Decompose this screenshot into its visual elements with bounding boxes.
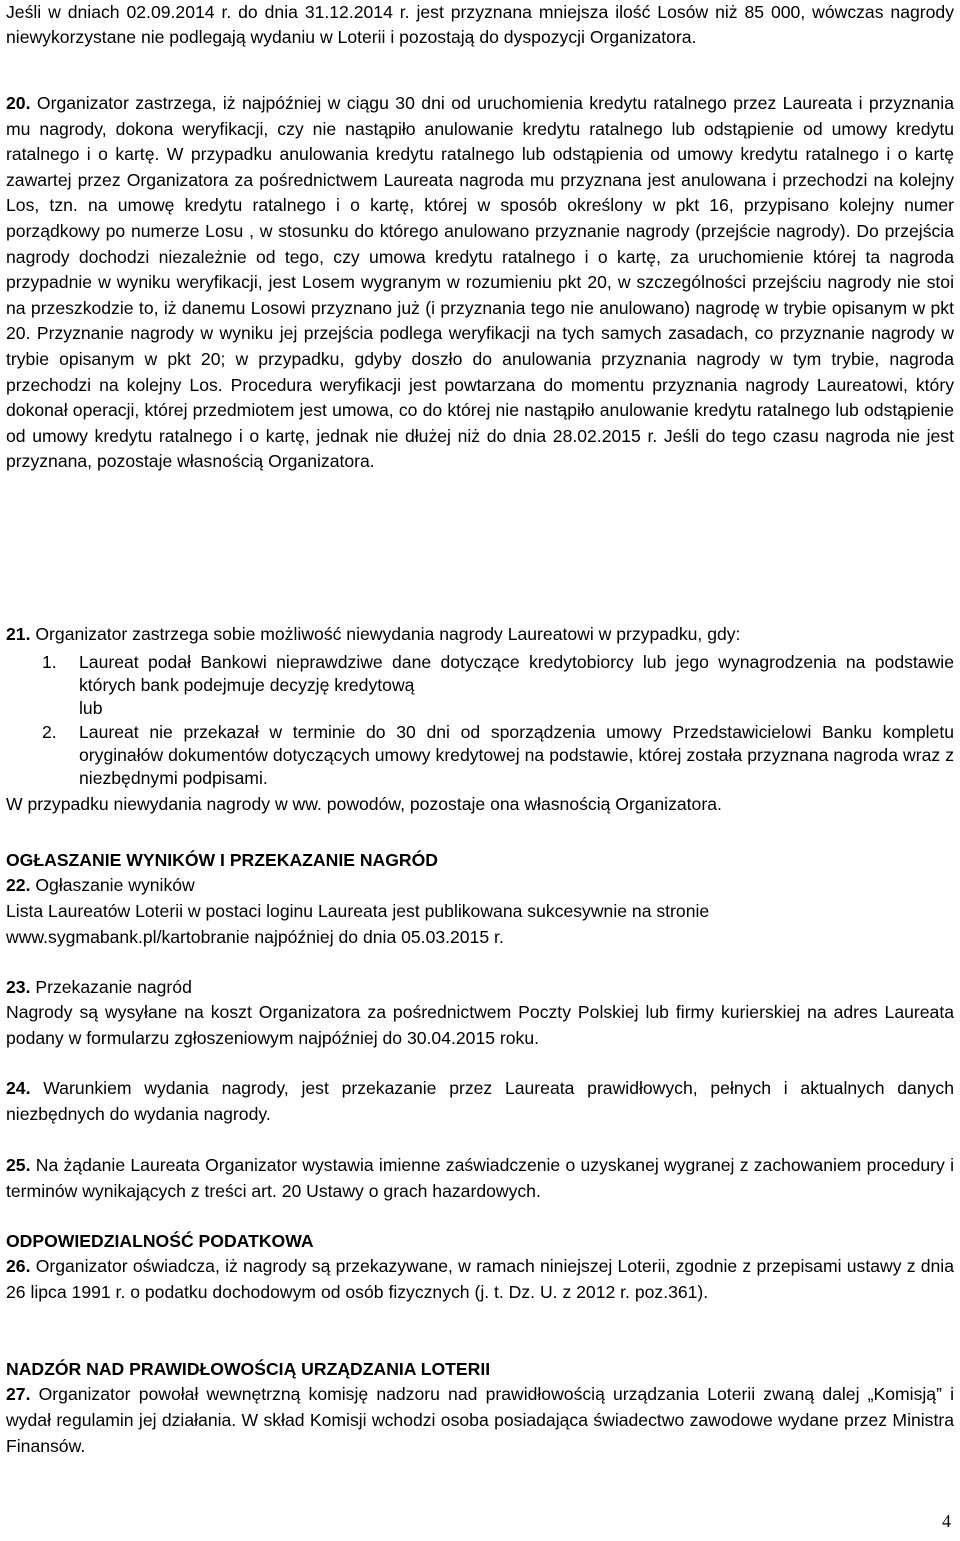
paragraph-21: 21. Organizator zastrzega sobie możliwość niewydania nagrody Laureatowi w przypadku, gdy: — [6, 624, 741, 644]
list-item-connector: lub — [79, 698, 103, 718]
paragraph-number: 21. — [6, 624, 31, 644]
list-item — [42, 721, 954, 790]
section-heading-tax: ODPOWIEDZIALNOŚĆ PODATKOWA — [6, 1231, 314, 1251]
paragraph-24: 24. Warunkiem wydania nagrody, jest przekazanie przez Laureata prawidłowych, pełnych i aktualnych danych niezbędnych do wydania nagrody. — [6, 1078, 955, 1124]
paragraph-23-text: Nagrody są wysyłane na koszt Organizatora za pośrednictwem Poczty Polskiej lub firmy kurierskiej na adres Laureata podany w formularzu zgłoszeniowym najpóźniej do 30.04.2015 roku. — [6, 1002, 954, 1048]
paragraph-number: 20. — [6, 93, 31, 113]
paragraph-21-closing: W przypadku niewydania nagrody w ww. powodów, pozostaje ona własnością Organizatora. — [6, 794, 722, 814]
list-number: 2. — [42, 722, 57, 742]
section-heading-supervision: NADZÓR NAD PRAWIDŁOWOŚCIĄ URZĄDZANIA LOTERII — [6, 1359, 491, 1379]
paragraph-22-text: Lista Laureatów Loterii w postaci loginu Laureata jest publikowana sukcesywnie na stronie www.sygmabank.pl/kartobranie najpóźniej do dnia 05.03.2015 r. — [6, 901, 710, 947]
paragraph-25: 25. Na żądanie Laureata Organizator wystawia imienne zaświadczenie o uzyskanej wygranej z zachowaniem procedury i terminów wynikających z treści art. 20 Ustawy o grach hazardowych. — [6, 1155, 954, 1201]
list-number: 1. — [42, 652, 57, 672]
page-number: 4 — [942, 1511, 951, 1531]
list-item — [42, 651, 954, 697]
paragraph-22-title: 22. Ogłaszanie wyników — [6, 875, 195, 895]
paragraph-20: 20. Organizator zastrzega, iż najpóźniej w ciągu 30 dni od uruchomienia kredytu ratalnego przez Laureata i przyznania mu nagrody, dokona weryfikacji, czy nie nastąpiło anulowanie kredytu ratalnego lub odstąpienie od umowy kredytu ratalnego i o kartę. W przypadku anulowania kredytu ratalnego lub odstąpienia od umowy kredytu ratalnego i o kartę zawartej przez Organizatora za pośrednictwem Laureata nagroda mu przyznana jest anulowana i przechodzi na kolejny Los, tzn. na umowę kredytu ratalnego i o kartę, której w sposób określony w pkt 16, przypisano kolejny numer porządkowy po numerze Losu , w stosunku do którego anulowano przyznanie nagrody (przejście nagrody). Do przejścia nagrody dochodzi niezależnie od tego, czy umowa kredytu ratalnego i o kartę, za uruchomienie której ta nagroda przypadnie w wyniku weryfikacji, jest Losem wygranym w rozumieniu pkt 20, w szczególności przejściu nagrody nie stoi na przeszkodzie to, iż danemu Losowi przyznano już (i przyznania tego nie anulowano) nagrodę w trybie opisanym w pkt 20. Przyznanie nagrody w wyniku jej przejścia podlega weryfikacji na tych samych zasadach, co przyznanie nagrody w trybie opisanym w pkt 20; w przypadku, gdyby doszło do anulowania przyznania nagrody w tym trybie, nagroda przechodzi na kolejny Los. Procedura weryfikacji jest powtarzana do momentu przyznania nagrody Laureatowi, który dokonał operacji, której przedmiotem jest umowa, co do której nie nastąpiło anulowanie kredytu ratalnego lub odstąpienie od umowy kredytu ratalnego i o kartę, jednak nie dłużej niż do dnia 28.02.2015 r. Jeśli do tego czasu nagroda nie jest przyznana, pozostaje własnością Organizatora. — [6, 93, 954, 472]
paragraph-27: 27. Organizator powołał wewnętrzną komisję nadzoru nad prawidłowością urządzania Loterii zwaną dalej „Komisją” i wydał regulamin jej działania. W skład Komisji wchodzi osoba posiadająca świadectwo zawodowe wydane przez Ministra Finansów. — [6, 1384, 954, 1456]
section-heading-results: OGŁASZANIE WYNIKÓW I PRZEKAZANIE NAGRÓD — [6, 850, 439, 870]
paragraph-26: 26. Organizator oświadcza, iż nagrody są przekazywane, w ramach niniejszej Loterii, zgodnie z przepisami ustawy z dnia 26 lipca 1991 r. o podatku dochodowym od osób fizycznych (j. t. Dz. U. z 2012 r. poz.361). — [6, 1256, 954, 1302]
list-text: Laureat nie przekazał w terminie do 30 dni od sporządzenia umowy Przedstawicielowi Banku kompletu oryginałów dokumentów dotyczących umowy kredytowej na podstawie, której została przyznana nagroda wraz z niezbędnymi podpisami. — [79, 722, 954, 788]
list-text: Laureat podał Bankowi nieprawdziwe dane dotyczące kredytobiorcy lub jego wynagrodzenia na podstawie których bank podejmuje decyzję kredytową — [79, 652, 954, 695]
paragraph-23-title: 23. Przekazanie nagród — [6, 977, 192, 997]
paragraph-intro: Jeśli w dniach 02.09.2014 r. do dnia 31.12.2014 r. jest przyznana mniejsza ilość Losów niż 85 000, wówczas nagrody niewykorzystane nie podlegają wydaniu w Loterii i pozostają do dyspozycji Organizatora. — [6, 2, 954, 47]
